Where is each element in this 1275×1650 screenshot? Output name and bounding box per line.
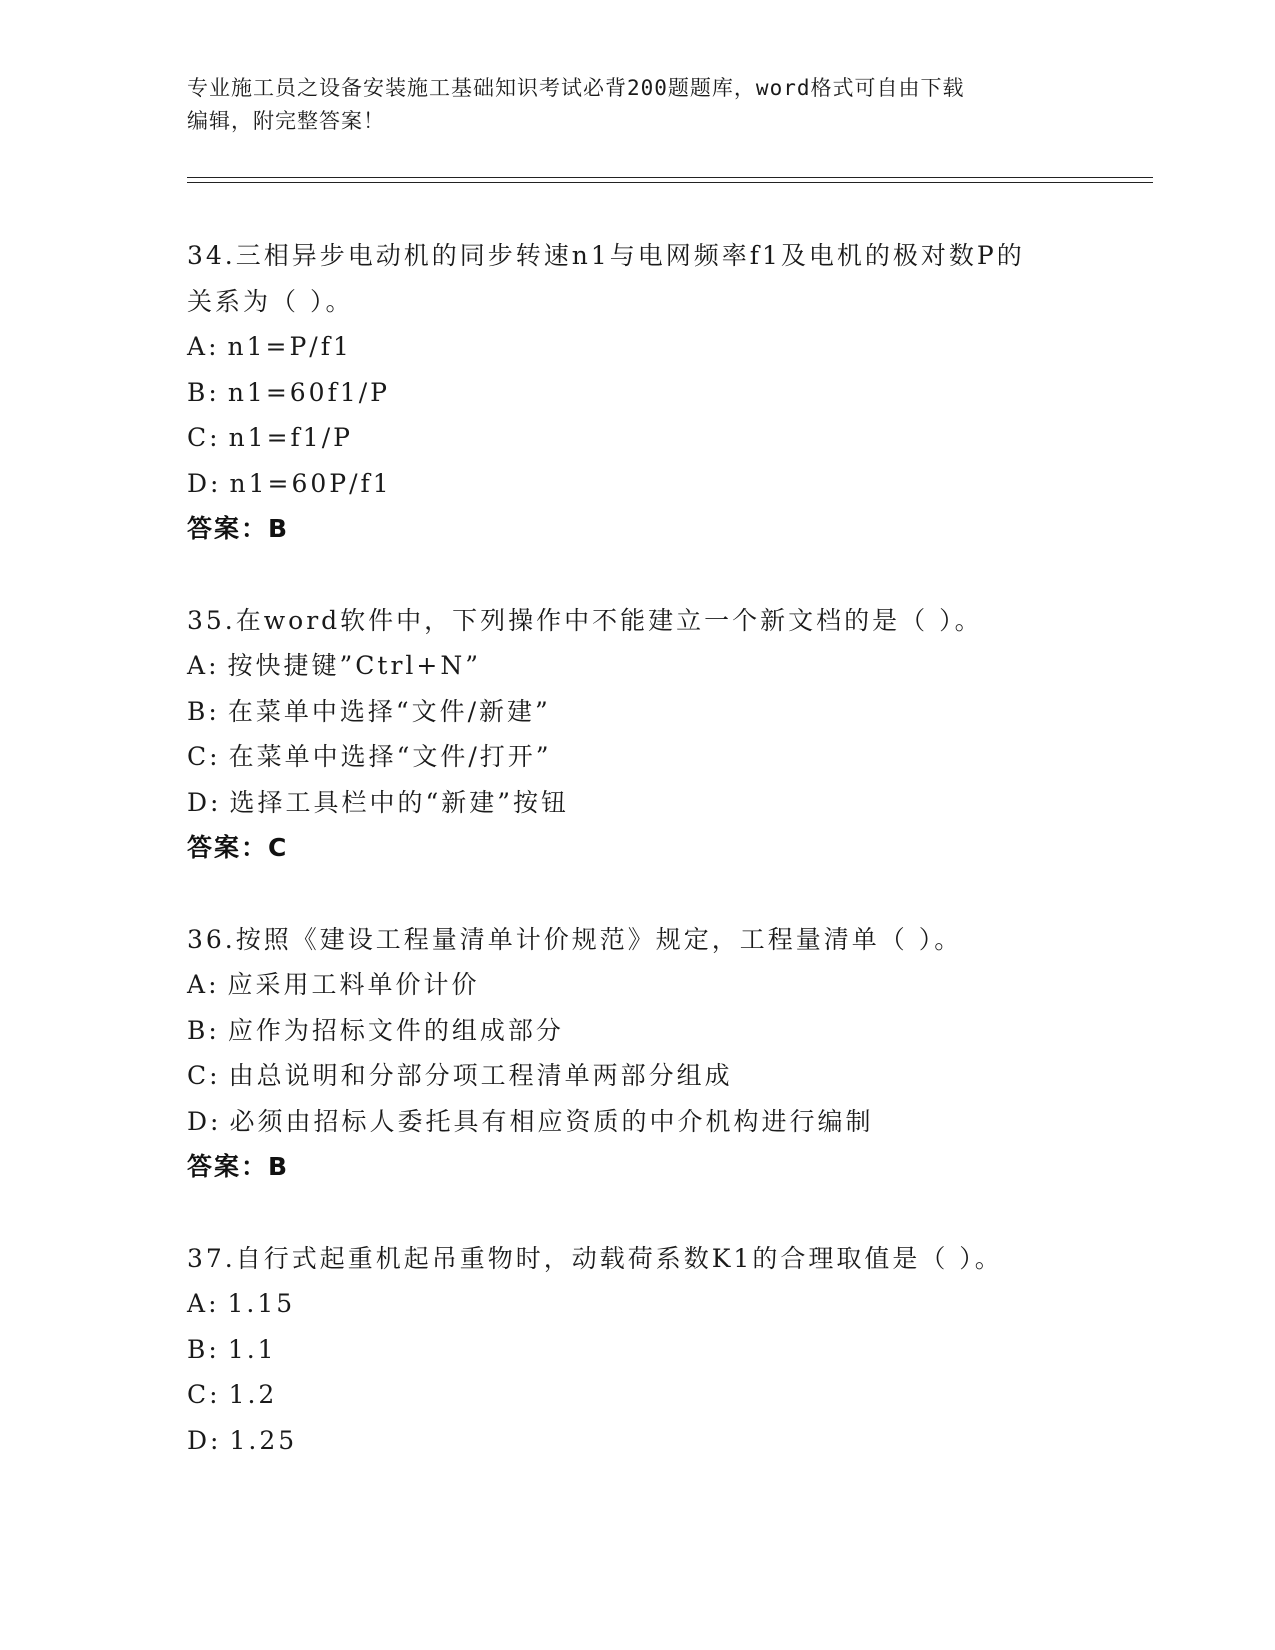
option-letter: D: [187, 787, 211, 817]
option-letter: C: [187, 1380, 210, 1409]
option-text: 1.25: [229, 1425, 298, 1455]
question-stem: 36.按照《建设工程量清单计价规范》规定，工程量清单（ ）。: [187, 924, 963, 954]
document-header: [187, 72, 1087, 138]
option-text: n1=60P/f1: [229, 468, 392, 498]
question-36: [187, 917, 1147, 1190]
header-divider-top: [187, 177, 1153, 178]
option-c: C: 由总说明和分部分项工程清单两部分组成: [187, 1061, 733, 1090]
option-letter: C: [187, 423, 210, 452]
option-text: n1=f1/P: [228, 423, 353, 452]
option-d: D: 选择工具栏中的“新建”按钮: [187, 787, 570, 817]
option-text: 由总说明和分部分项工程清单两部分组成: [228, 1061, 733, 1090]
option-c: C: 在菜单中选择“文件/打开”: [187, 742, 552, 771]
question-stem: 37.自行式起重机起吊重物时，动载荷系数K1的合理取值是（ ）。: [187, 1243, 1003, 1273]
question-34: [187, 233, 1147, 552]
option-text: 在菜单中选择“文件/新建”: [227, 696, 551, 726]
option-letter: B: [187, 1015, 209, 1045]
option-text: 必须由招标人委托具有相应资质的中介机构进行编制: [229, 1106, 874, 1136]
option-text: 1.1: [227, 1334, 277, 1364]
option-a: A: 应采用工料单价计价: [187, 970, 480, 999]
question-stem: 关系为（ ）。: [187, 286, 354, 316]
option-text: n1=60f1/P: [227, 377, 390, 407]
option-text: 1.2: [228, 1380, 278, 1409]
option-d: D: 1.25: [187, 1425, 298, 1455]
option-text: 应作为招标文件的组成部分: [227, 1015, 564, 1045]
option-letter: A: [187, 332, 209, 361]
option-d: D: 必须由招标人委托具有相应资质的中介机构进行编制: [187, 1106, 874, 1136]
option-letter: D: [187, 468, 211, 498]
option-letter: A: [187, 970, 209, 999]
option-letter: D: [187, 1425, 211, 1455]
option-a: A: 按快捷键”Ctrl+N”: [187, 651, 482, 680]
option-text: 按快捷键”Ctrl+N”: [227, 651, 482, 680]
option-text: 选择工具栏中的“新建”按钮: [229, 787, 570, 817]
option-d: D: n1=60P/f1: [187, 468, 392, 498]
question-stem: 34.三相异步电动机的同步转速n1与电网频率f1及电机的极对数P的: [187, 241, 1025, 270]
option-b: B: n1=60f1/P: [187, 377, 390, 407]
option-letter: A: [187, 651, 209, 680]
option-letter: C: [187, 742, 210, 771]
option-c: C: 1.2: [187, 1380, 278, 1409]
question-35: [187, 598, 1147, 871]
option-text: n1=P/f1: [227, 332, 352, 361]
option-text: 1.15: [227, 1289, 296, 1318]
question-stem: 35.在word软件中，下列操作中不能建立一个新文档的是（ ）。: [187, 605, 983, 635]
option-letter: A: [187, 1289, 209, 1318]
question-37: [187, 1236, 1147, 1464]
answer-label: 答案：B: [187, 514, 290, 543]
answer-label: 答案：B: [187, 1152, 290, 1181]
header-line-1: 专业施工员之设备安装施工基础知识考试必背200题题库，word格式可自由下载: [187, 76, 965, 100]
option-letter: D: [187, 1106, 211, 1136]
option-a: A: n1=P/f1: [187, 332, 352, 361]
option-b: B: 1.1: [187, 1334, 277, 1364]
option-letter: B: [187, 1334, 209, 1364]
answer-label: 答案：C: [187, 833, 289, 862]
option-b: B: 应作为招标文件的组成部分: [187, 1015, 564, 1045]
option-c: C: n1=f1/P: [187, 423, 353, 452]
header-divider-bottom: [187, 182, 1153, 183]
option-letter: B: [187, 696, 209, 726]
option-b: B: 在菜单中选择“文件/新建”: [187, 696, 551, 726]
option-a: A: 1.15: [187, 1289, 296, 1318]
option-text: 应采用工料单价计价: [227, 970, 480, 999]
header-line-2: 编辑，附完整答案！: [187, 109, 385, 133]
option-letter: B: [187, 377, 209, 407]
option-letter: C: [187, 1061, 210, 1090]
option-text: 在菜单中选择“文件/打开”: [228, 742, 552, 771]
question-list: [187, 233, 1147, 1509]
